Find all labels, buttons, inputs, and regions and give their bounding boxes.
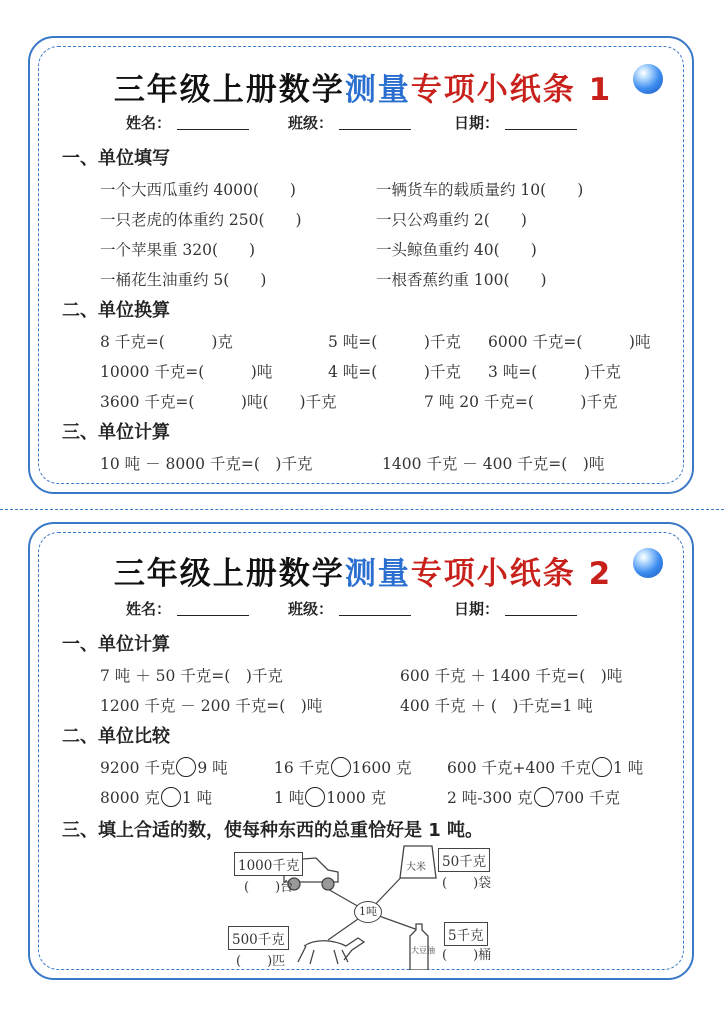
calc-question: 600 千克 ＋ 1400 千克=( )吨: [400, 667, 623, 685]
section-heading: 一、单位计算: [62, 634, 170, 655]
horse-icon: [298, 938, 364, 964]
conversion-question: 5 吨=( )千克: [328, 333, 461, 351]
blue-ball-icon: [633, 64, 663, 94]
car-weight-box: 1000千克: [234, 852, 303, 876]
worksheet-card-2: [28, 522, 694, 980]
date-label: 日期：: [454, 114, 500, 132]
oil-weight-box: 5千克: [444, 922, 488, 946]
oil-bottle-label: 大豆油: [411, 946, 435, 955]
card-title: [30, 64, 696, 109]
section-heading: 二、单位换算: [62, 300, 170, 321]
conversion-question: 8 千克=( )克: [100, 333, 233, 351]
calc-question: 1200 千克 － 200 千克=( )吨: [100, 697, 323, 715]
title-part-b: 测量: [344, 556, 411, 592]
rice-weight-box: 50千克: [438, 848, 490, 872]
class-label: 班级：: [288, 114, 334, 132]
calc-question: 1400 千克 － 400 千克=( )吨: [382, 455, 605, 473]
compare-question: 16 千克 1600 克: [274, 759, 412, 777]
class-field[interactable]: [339, 615, 411, 616]
conversion-question: 4 吨=( )千克: [328, 363, 461, 381]
compare-circle[interactable]: [534, 787, 554, 807]
class-field[interactable]: [339, 129, 411, 130]
worksheet-card-1: [28, 36, 694, 494]
fill-question: 一只老虎的体重约 250( ): [100, 211, 302, 229]
title-part-c: 专项小纸条 2: [410, 556, 613, 592]
fill-question: 一辆货车的载质量约 10( ): [376, 181, 584, 199]
date-field[interactable]: [505, 129, 577, 130]
class-label: 班级：: [288, 600, 334, 618]
calc-question: 400 千克 ＋ ( )千克=1 吨: [400, 697, 593, 715]
section-heading: 三、单位计算: [62, 422, 170, 443]
compare-question: 8000 克 1 吨: [100, 789, 213, 807]
compare-question: 2 吨-300 克 700 千克: [447, 789, 621, 807]
conversion-question: 3600 千克=( )吨( )千克: [100, 393, 337, 411]
date-label: 日期：: [454, 600, 500, 618]
cut-line: [0, 509, 724, 510]
compare-circle[interactable]: [176, 757, 196, 777]
card-title: [30, 548, 696, 593]
fill-question: 一个大西瓜重约 4000( ): [100, 181, 296, 199]
section-heading: 三、填上合适的数，使每种东西的总重恰好是 1 吨。: [62, 820, 484, 841]
oil-answer-blank[interactable]: ( )桶: [442, 948, 492, 963]
compare-circle[interactable]: [331, 757, 351, 777]
fill-question: 一根香蕉约重 100( ): [376, 271, 547, 289]
conversion-question: 10000 千克=( )吨: [100, 363, 273, 381]
conversion-question: 3 吨=( )千克: [488, 363, 621, 381]
compare-question: 600 千克+400 千克 1 吨: [447, 759, 644, 777]
compare-circle[interactable]: [161, 787, 181, 807]
section-heading: 一、单位填写: [62, 148, 170, 169]
rice-answer-blank[interactable]: ( )袋: [442, 876, 492, 891]
fill-question: 一头鲸鱼重约 40( ): [376, 241, 537, 259]
compare-question: 9200 千克 9 吨: [100, 759, 228, 777]
horse-weight-box: 500千克: [228, 926, 289, 950]
name-label: 姓名：: [126, 600, 172, 618]
center-circle: 1吨: [354, 901, 382, 923]
calc-question: 10 吨 － 8000 千克=( )千克: [100, 455, 313, 473]
blue-ball-icon: [633, 548, 663, 578]
car-answer-blank[interactable]: ( )台: [244, 880, 294, 895]
title-part-a: 三年级上册数学: [113, 556, 345, 592]
horse-answer-blank[interactable]: ( )匹: [236, 954, 286, 969]
calc-question: 7 吨 ＋ 50 千克=( )千克: [100, 667, 283, 685]
conversion-question: 7 吨 20 千克=( )千克: [424, 393, 618, 411]
name-label: 姓名：: [126, 114, 172, 132]
compare-circle[interactable]: [305, 787, 325, 807]
compare-question: 1 吨 1000 克: [274, 789, 387, 807]
name-field[interactable]: [177, 129, 249, 130]
section-heading: 二、单位比较: [62, 726, 170, 747]
name-field[interactable]: [177, 615, 249, 616]
fill-question: 一只公鸡重约 2( ): [376, 211, 527, 229]
fill-question: 一个苹果重 320( ): [100, 241, 256, 259]
fill-question: 一桶花生油重约 5( ): [100, 271, 267, 289]
compare-circle[interactable]: [592, 757, 612, 777]
title-part-a: 三年级上册数学: [113, 72, 345, 108]
rice-bag-label: 大米: [406, 862, 426, 873]
title-part-b: 测量: [344, 72, 411, 108]
conversion-question: 6000 千克=( )吨: [488, 333, 651, 351]
date-field[interactable]: [505, 615, 577, 616]
title-part-c: 专项小纸条 1: [410, 72, 613, 108]
weight-diagram: [198, 838, 498, 970]
